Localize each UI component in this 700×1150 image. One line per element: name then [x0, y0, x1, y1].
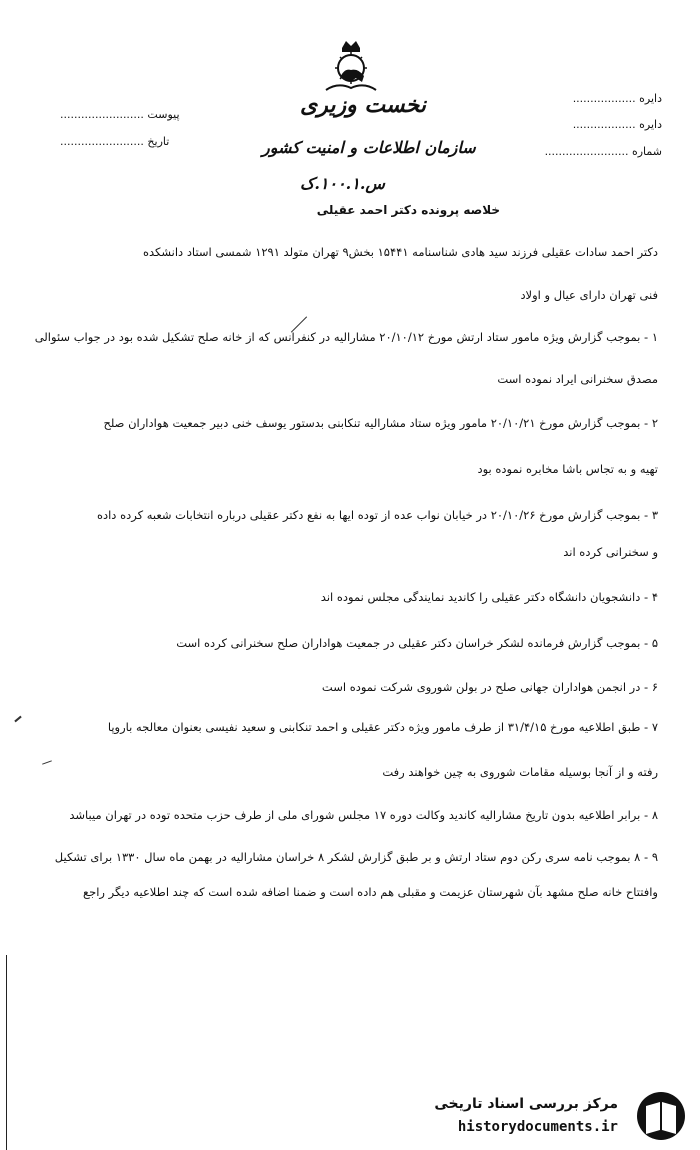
lion-and-sun-emblem — [320, 38, 382, 96]
body-line: ۶ - در انجمن هواداران جهانی صلح در بولن شوروی شرکت نموده است — [321, 680, 658, 694]
document-subject: خلاصه پرونده دکتر احمد عقیلی — [316, 203, 500, 217]
date-label: تاریخ — [147, 135, 170, 148]
body-line: فنی تهران دارای عیال و اولاد — [520, 288, 658, 302]
header-title: نخست وزیری — [300, 92, 426, 118]
body-line: ۴ - دانشجویان دانشگاه دکتر عقیلی را کاندید نمایندگی مجلس نموده اند — [320, 590, 658, 604]
attachment-field — [60, 108, 180, 121]
body-line: وافتتاح خانه صلح مشهد بآن شهرستان عزیمت و مقبلی هم داده است و ضمنا اضافه شده است که چند اطلاعیه دیگر راجع — [83, 885, 658, 899]
body-line: تهیه و به تجاس باشا مخابره نموده بود — [477, 462, 658, 476]
department-dots: .................. — [572, 92, 636, 105]
number-label: شماره — [631, 145, 662, 158]
date-field — [60, 135, 169, 148]
date-dots: ........................ — [60, 135, 144, 148]
body-line: رفته و از آنجا بوسیله مقامات شوروی به چین خواهند رفت — [382, 765, 658, 779]
department-field — [573, 92, 662, 105]
body-line: ۲ - بموجب گزارش مورخ ۲۰/۱۰/۲۱ مامور ویژه ستاد مشارالیه تنکابنی بدستور یوسف خنی دبیر جمعیت هواداران صلح — [103, 416, 658, 430]
body-line: ۵ - بموجب گزارش فرمانده لشکر خراسان دکتر عقیلی در جمعیت هواداران صلح سخنرانی کرده است — [176, 636, 658, 650]
department-label: دایره — [639, 92, 662, 105]
body-line: ۹ - ۸ بموجب نامه سری رکن دوم ستاد ارتش و بر طبق گزارش لشکر ۸ خراسان مشارالیه در بهمن ماه سال ۱۳۳۰ برای تشکیل — [54, 850, 658, 864]
section-field — [573, 118, 662, 131]
section-label: دایره — [639, 118, 662, 131]
attachment-label: پیوست — [147, 108, 180, 121]
body-line: ۳ - بموجب گزارش مورخ ۲۰/۱۰/۲۶ در خیابان نواب عده از توده ایها به نفع دکتر عقیلی درباره انتخابات شعبه کرده داده — [96, 508, 658, 522]
body-line: مصدق سخنرانی ایراد نموده است — [497, 372, 658, 386]
body-line: ۷ - طبق اطلاعیه مورخ ۳۱/۴/۱۵ از طرف مامور ویژه دکتر عقیلی و احمد تنکابنی و سعید نفیسی بعنوان معالجه باروپا — [107, 720, 658, 734]
body-line: ۸ - برابر اطلاعیه بدون تاریخ مشارالیه کاندید وکالت دوره ۱۷ مجلس شورای ملی از طرف حزب متحده توده در تهران میباشد — [69, 808, 658, 822]
section-dots: .................. — [572, 118, 636, 131]
scan-mark — [14, 716, 21, 723]
body-line: دکتر احمد سادات عقیلی فرزند سید هادی شناسنامه ۱۵۴۴۱ بخش۹ تهران متولد ۱۲۹۱ شمسی استاد دانشکده — [142, 245, 658, 259]
page-margin-line — [6, 955, 7, 1150]
watermark-title: مرکز بررسی اسناد تاریخی — [434, 1096, 618, 1112]
number-dots: ........................ — [544, 145, 629, 158]
number-field — [545, 145, 662, 158]
body-line: و سخنرانی کرده اند — [563, 545, 658, 559]
archive-logo-icon — [630, 1088, 692, 1144]
attachment-dots: ........................ — [60, 108, 144, 121]
watermark-url: historydocuments.ir — [457, 1119, 618, 1135]
header-reference-number: س.۱۰۰.۱.ک — [300, 174, 385, 193]
header-organization: سازمان اطلاعات و امنیت کشور — [262, 138, 476, 157]
body-line: ۱ - بموجب گزارش ویژه مامور ستاد ارتش مورخ ۲۰/۱۰/۱۲ مشارالیه در کنفرانس که از خانه صلح تشکیل شده بود در جواب سئوالی — [34, 330, 658, 344]
